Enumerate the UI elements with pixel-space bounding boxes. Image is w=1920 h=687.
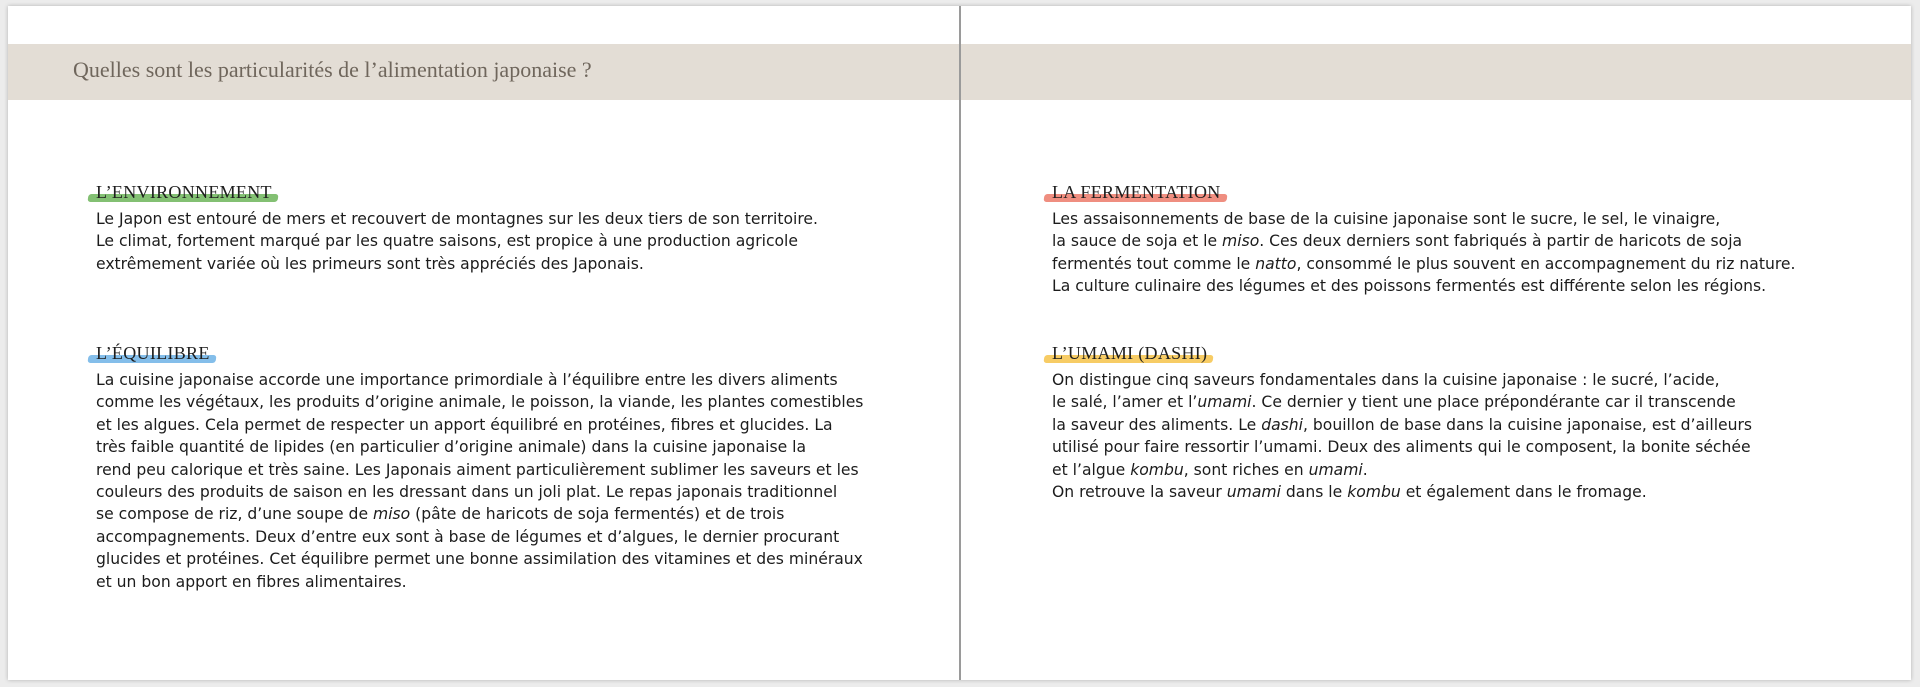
- text-line: On distingue cinq saveurs fondamentales dans la cuisine japonaise : le sucré, l’acide,: [1052, 371, 1720, 389]
- text-line: utilisé pour faire ressortir l’umami. Deux des aliments qui le composent, la bonite séchée: [1052, 438, 1751, 457]
- section-body-equilibre: [88, 369, 863, 593]
- text-line: Le climat, fortement marqué par les quatre saisons, est propice à une production agricole: [96, 232, 798, 251]
- section-heading-fermentation: LA FERMENTATION: [1044, 180, 1227, 204]
- text-line: couleurs des produits de saison en les dressant dans un joli plat. Le repas japonais traditionnel: [96, 483, 838, 502]
- text-line: la sauce de soja et le miso. Ces deux derniers sont fabriqués à partir de haricots de soja: [1052, 232, 1743, 251]
- section-body-umami: [1044, 369, 1752, 503]
- text-line: extrêmement variée où les primeurs sont très appréciés des Japonais.: [96, 254, 644, 273]
- section-fermentation: [1044, 180, 1795, 298]
- section-body-fermentation: [1044, 208, 1795, 298]
- text-line: comme les végétaux, les produits d’origine animale, le poisson, la viande, les plantes comestibles: [96, 393, 864, 412]
- text-line: glucides et protéines. Cet équilibre permet une bonne assimilation des vitamines et des minéraux: [96, 550, 863, 569]
- text-line: La culture culinaire des légumes et des poissons fermentés est différente selon les régions.: [1052, 277, 1767, 296]
- text-line: La cuisine japonaise accorde une importance primordiale à l’équilibre entre les divers aliments: [96, 371, 838, 389]
- text-line: la saveur des aliments. Le dashi, bouillon de base dans la cuisine japonaise, est d’ailleurs: [1052, 415, 1753, 434]
- left-page: [8, 6, 959, 680]
- page-title: Quelles sont les particularités de l’alimentation japonaise ?: [73, 57, 592, 82]
- title-band: [8, 44, 959, 100]
- right-page: [961, 6, 1911, 680]
- text-line: se compose de riz, d’une soupe de miso (pâte de haricots de soja fermentés) et de trois: [96, 505, 785, 524]
- text-line: Le Japon est entouré de mers et recouvert de montagnes sur les deux tiers de son territoire.: [96, 210, 818, 228]
- title-band-right: [961, 44, 1911, 100]
- text-line: très faible quantité de lipides (en particulier d’origine animale) dans la cuisine japonaise la: [96, 438, 807, 457]
- section-heading-environnement: L’ENVIRONNEMENT: [88, 180, 278, 204]
- text-line: et un bon apport en fibres alimentaires.: [96, 572, 407, 591]
- text-line: fermentés tout comme le natto, consommé le plus souvent en accompagnement du riz nature.: [1052, 254, 1796, 273]
- text-line: et les algues. Cela permet de respecter un apport équilibré en protéines, fibres et glucides. La: [96, 415, 833, 434]
- section-heading-equilibre: L’ÉQUILIBRE: [88, 341, 216, 365]
- text-line: Les assaisonnements de base de la cuisine japonaise sont le sucre, le sel, le vinaigre,: [1052, 210, 1721, 228]
- text-line: et l’algue kombu, sont riches en umami.: [1052, 460, 1368, 479]
- booklet-spread: [8, 6, 1911, 680]
- section-equilibre: [88, 341, 863, 593]
- text-line: On retrouve la saveur umami dans le kombu et également dans le fromage.: [1052, 483, 1647, 502]
- section-body-environnement: [88, 208, 818, 275]
- text-line: rend peu calorique et très saine. Les Japonais aiment particulièrement sublimer les saveurs et les: [96, 460, 859, 479]
- text-line: le salé, l’amer et l’umami. Ce dernier y tient une place prépondérante car il transcende: [1052, 393, 1736, 412]
- text-line: accompagnements. Deux d’entre eux sont à base de légumes et d’algues, le dernier procurant: [96, 527, 840, 546]
- section-umami: [1044, 341, 1752, 503]
- section-environnement: [88, 180, 818, 275]
- section-heading-umami: L’UMAMI (DASHI): [1044, 341, 1213, 365]
